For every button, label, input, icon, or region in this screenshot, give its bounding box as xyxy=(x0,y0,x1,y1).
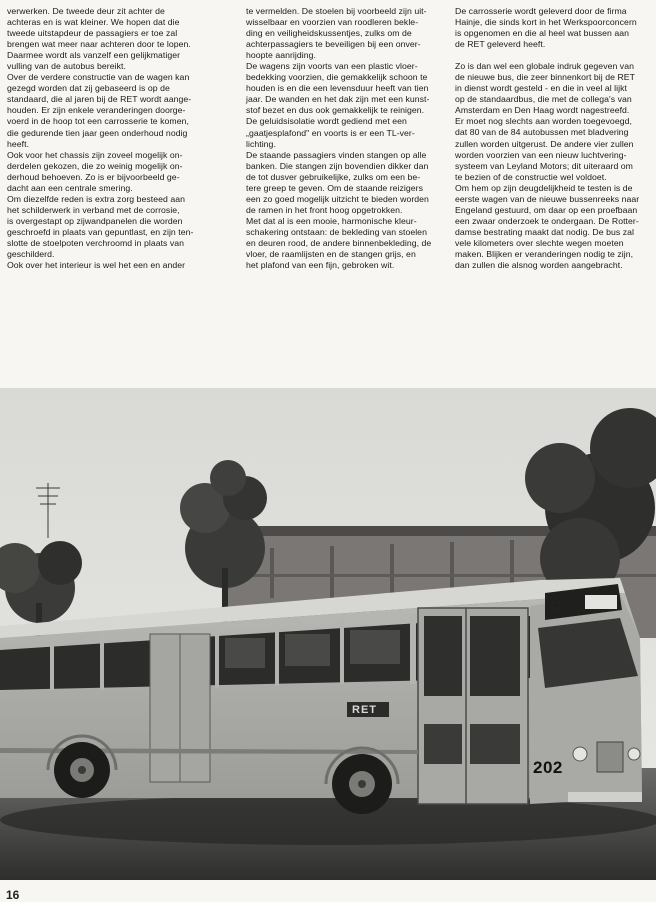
paragraph-spacer xyxy=(455,50,651,61)
article-column-right xyxy=(455,6,651,271)
paragraph: De carrosserie wordt geleverd door de firma Hainje, die sinds kort in het Werkspoorconcern is opgenomen en die al heel wat bussen aan de RET geleverd heeft. xyxy=(455,6,637,50)
paragraph: Om diezelfde reden is extra zorg besteed aan het schilderwerk in verband met de corrosie, is overgestapt op zijwandpanelen die worden geschroefd in plaats van gepuntlast, en zijn ten- slotte de stoelpoten verchroomd in plaats van geschilderd. xyxy=(7,193,194,260)
paragraph: Ook voor het chassis zijn zoveel mogelijk on- derdelen gekozen, die zo weinig mogelijk on- derhoud behoeven. Zo is er bijvoorbeeld ge- dacht aan een centrale smering. xyxy=(7,149,183,193)
paragraph: Er moet nog slechts aan worden toegevoegd, dat 80 van de 84 autobussen met bladvering zullen worden uitgerust. De andere vier zullen worden voorzien van een nieuw luchtvering- systeem van Leyland Motors; dit uiteraard om te bezien of de constructie wel voldoet. xyxy=(455,116,634,182)
ret-logo-text: RET xyxy=(352,704,377,716)
paragraph: te vermelden. De stoelen bij voorbeeld zijn uit- wisselbaar en voorzien van roodleren bekle- ding en veiligheidskussentjes, zulks om de achterpassagiers te beveiligen bij een onver- hoopte aanrijding. xyxy=(246,6,427,61)
paragraph: Om hem op zijn deugdelijkheid te testen is de eerste wagen van de nieuwe bussenreeks naar Engeland gestuurd, om daar op een proefbaan een zwaar onderzoek te ondergaan. De Rotter- damse bestrating maakt dat nodig. De bus zal vele kilometers over slechte wegen moeten maken. Blijken er veranderingen nodig te zijn, dan zullen die alsnog worden aangebracht. xyxy=(455,182,640,271)
paragraph: Zo is dan wel een globale indruk gegeven van de nieuwe bus, die zeer binnenkort bij de RET in dienst wordt gesteld - en die in veel al lijkt op de standaardbus, die met de collega's van Amsterdam en Den Haag wordt nagestreefd. xyxy=(455,61,635,116)
paragraph: De staande passagiers vinden stangen op alle banken. Die stangen zijn bovendien dikker dan de tot dusver gebruikelijke, zulks om een be- tere greep te geven. Om de staande reizigers een zo goed mogelijk uitzicht te bieden worden de ramen in het front hoog opgetrokken. xyxy=(246,149,429,215)
paragraph: verwerken. De tweede deur zit achter de achteras en is wat kleiner. We hopen dat die tweede uitstapdeur de passagiers er toe zal brengen wat meer naar achteren door te lopen. Daarmee wordt als vanzelf een gelijkmatiger vulling van de autobus bereikt. xyxy=(7,6,191,72)
article-column-middle xyxy=(246,6,445,271)
bus-photograph xyxy=(0,388,656,880)
paragraph: Ook over het interieur is wel het een en ander xyxy=(7,260,186,271)
paragraph: Over de verdere constructie van de wagen kan gezegd worden dat zij gebaseerd is op de standaard, die al jaren bij de RET wordt aange- houden. Er zijn enkele veranderingen doorge- voerd in de hoop tot een carrosserie te komen, die gedurende tien jaar geen onderhoud nodig heeft. xyxy=(7,72,192,149)
page-number: 16 xyxy=(6,888,20,902)
bus-fleet-number: 202 xyxy=(533,758,563,777)
bus-photo-drawing xyxy=(0,388,656,880)
article-column-left xyxy=(7,6,237,271)
paragraph: De wagens zijn voorts van een plastic vloer- bedekking voorzien, die gemakkelijk schoon te houden is en die een levensduur heeft van tien jaar. De wanden en het dak zijn met een kunst- stof bezet en dus ook gemakkelijk te reinigen. De geluidsisolatie wordt gediend met een „gaatjesplafond" en voorts is er een TL-ver- lichting. xyxy=(246,61,430,149)
paragraph: Met dat al is een mooie, harmonische kleur- schakering ontstaan: de bekleding van stoelen en deuren rood, de andere binnenbekleding, de vloer, de raamlijsten en de stangen grijs, en het plafond van een fijn, gebroken wit. xyxy=(246,215,432,271)
wheel-rear xyxy=(54,742,110,798)
wheel-front xyxy=(332,754,392,814)
route-number-sign: 42 xyxy=(549,599,563,613)
